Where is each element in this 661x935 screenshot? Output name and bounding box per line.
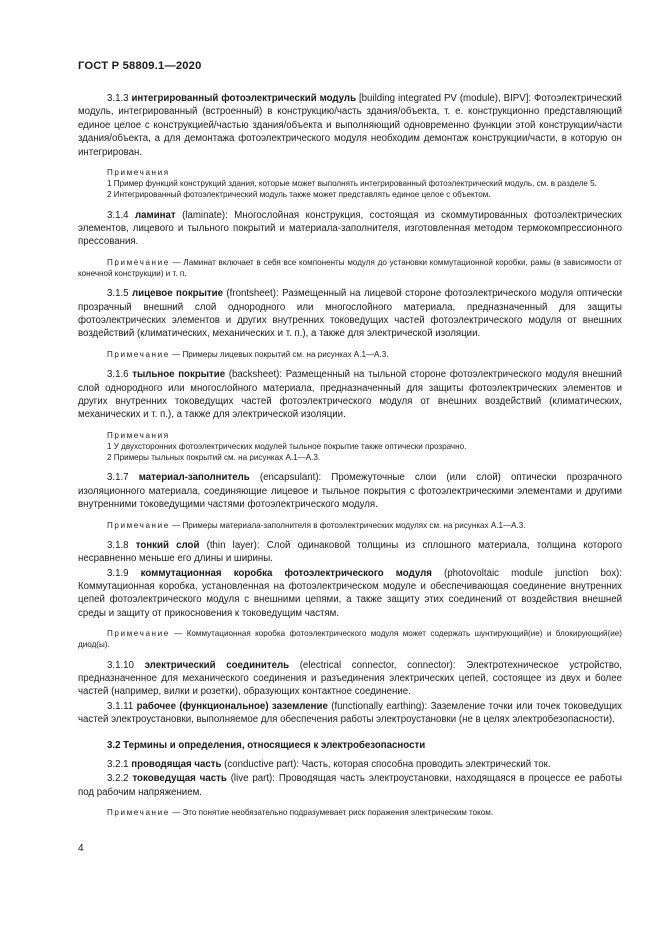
entry-definition: (conductive part): Часть, которая способна проводить электрический ток.	[221, 759, 551, 771]
entry-definition: (encapsulant): Промежуточные слои (или слой) оптически прозрачного изоляционного материала, соединяющие лицевое и тыльное покрытия с фотоэлектрическими элементами и другими внутренними токоведущими частями фотоэлектрического модуля.	[78, 472, 622, 511]
note-dash: —	[169, 257, 184, 267]
note-dash: —	[169, 808, 183, 818]
entry-term: электрический соединитель	[144, 659, 290, 671]
entry-number: 3.1.5	[107, 288, 133, 300]
term-entry-3-1-3	[78, 92, 622, 159]
entry-number: 3.1.9	[107, 567, 141, 579]
entry-term: токоведущая часть	[132, 773, 227, 785]
note-text: Коммутационная коробка фотоэлектрического модуля может содержать шунтирующий(ие) и блокирующий(ие) диод(ы).	[78, 629, 622, 650]
note-text: Это понятие необязательно подразумевает риск поражения электрическим током.	[182, 808, 494, 818]
note-3-1-7	[78, 520, 622, 531]
entry-definition: (electrical connector, connector): Электротехническое устройство, предназначенное для механического соединения и разъединения электрических цепей, состоящее из двух и более частей (например, вилки и розетки), образующих контактное соединение.	[78, 659, 622, 698]
term-entry-3-1-10	[78, 659, 622, 699]
note-item: 1 Пример функций конструкций здания, которые может выполнять интегрированный фотоэлектрический модуль, см. в разделе 5.	[107, 179, 597, 189]
entry-number: 3.1.11	[107, 700, 137, 712]
entry-number: 3.1.10	[107, 659, 145, 671]
entry-definition: (live part): Проводящая часть электроустановки, находящаяся в процессе ее работы под рабочим напряжением.	[78, 773, 622, 798]
note-item: 1 У двухсторонних фотоэлектрических модулей тыльное покрытие также оптически прозрачно.	[107, 441, 467, 451]
entry-number: 3.1.8	[107, 539, 136, 551]
document-code-header: ГОСТ Р 58809.1—2020	[78, 60, 202, 72]
term-entry-3-1-11	[78, 700, 622, 727]
note-3-1-3	[78, 167, 622, 201]
entry-term: тонкий слой	[135, 539, 200, 551]
term-entry-3-2-1	[78, 758, 622, 771]
note-dash: —	[169, 520, 183, 530]
note-text: Примеры материала-заполнителя в фотоэлектрических модулях см. на рисунках А.1—А.3.	[182, 520, 526, 530]
entry-definition: (thin layer): Слой одинаковой толщины из сплошного материала, толщина которого несравненно меньше его длины и ширины.	[78, 539, 623, 565]
note-heading: Примечания	[107, 168, 170, 178]
note-3-1-5	[78, 349, 622, 360]
section-heading-3-2: 3.2 Термины и определения, относящиеся к электробезопасности	[107, 739, 426, 751]
entry-definition: (frontsheet): Размещенный на лицевой стороне фотоэлектрического модуля оптически прозрачный внешний слой однородного или многослойного материала, предназначенный для защиты фотоэлектрических элементов и других внутренних токоведущих частей фотоэлектрического модуля от внешних воздействий (климатических, механических и т. п.), а также для электрической изоляции.	[78, 288, 622, 340]
entry-number: 3.1.6	[107, 369, 133, 381]
note-heading: Примечание	[107, 629, 170, 639]
term-entry-3-1-4	[78, 209, 622, 249]
term-entry-3-1-7	[78, 471, 622, 511]
entry-term: ламинат	[134, 209, 176, 221]
note-3-2-2	[78, 807, 622, 818]
entry-term: лицевое покрытие	[132, 288, 223, 300]
note-heading: Примечание	[107, 349, 170, 359]
term-entry-3-1-5	[78, 287, 622, 341]
entry-term: тыльное покрытие	[132, 369, 226, 381]
note-3-1-4	[78, 257, 622, 279]
note-dash: —	[169, 349, 183, 359]
entry-number: 3.1.4	[107, 209, 135, 221]
entry-term: материал-заполнитель	[138, 472, 250, 484]
note-text: Примеры лицевых покрытий см. на рисунках А.1—А.3.	[182, 349, 389, 359]
note-dash: —	[169, 629, 187, 639]
document-body	[78, 92, 622, 826]
entry-number: 3.2.1	[107, 759, 132, 771]
entry-term: интегрированный фотоэлектрический модуль	[131, 93, 357, 104]
entry-number: 3.1.7	[107, 472, 139, 484]
entry-definition: (functionally earthing): Заземление точки или точек токоведущих частей электроустановки, выполняемое для обеспечения работы электроустановки (не в целях электробезопасности).	[78, 700, 622, 726]
entry-term: коммутационная коробка фотоэлектрического модуля	[140, 567, 432, 579]
note-3-1-6	[78, 430, 622, 464]
term-entry-3-1-6	[78, 368, 622, 422]
entry-term: проводящая часть	[131, 759, 222, 771]
term-entry-3-2-2	[78, 772, 622, 799]
note-heading: Примечание	[107, 257, 170, 267]
entry-number: 3.2.2	[107, 773, 133, 785]
note-item: 2 Интегрированный фотоэлектрический модуль также может представлять единое целое с объектом.	[107, 190, 491, 200]
entry-term: рабочее (функциональное) заземление	[136, 700, 328, 712]
entry-definition: (laminate): Многослойная конструкция, состоящая из скоммутированных фотоэлектрических элементов, лицевого и тыльного покрытий и материала-заполнителя, изготовленная методом термокомпрессионного прессования.	[78, 209, 622, 248]
page-number: 4	[78, 843, 84, 854]
note-heading: Примечание	[107, 520, 170, 530]
note-heading: Примечания	[107, 430, 170, 440]
entry-definition: (backsheet): Размещенный на тыльной стороне фотоэлектрического модуля внешний слой однородного или многослойного материала, предназначенный для защиты фотоэлектрических элементов и других внутренних токоведущих частей фотоэлектрического модуля от внешних воздействий (климатических, механических и т. п.), а также для электрической изоляции.	[78, 369, 622, 421]
note-3-1-9	[78, 628, 622, 650]
term-entry-3-1-9	[78, 567, 622, 621]
note-heading: Примечание	[107, 808, 170, 818]
note-text: Ламинат включает в себя все компоненты модуля до установки коммутационной коробки, рамы (в зависимости от конечной конструкции) и т. п.	[78, 257, 622, 279]
entry-number: 3.1.3	[107, 93, 132, 104]
term-entry-3-1-8	[78, 539, 622, 566]
entry-definition: [building integrated PV (module), BIPV]: Фотоэлектрический модуль, интегрированный (встроенный) в конструкцию/часть здания/объекта, т. е. конструкционно представляющий единое целое с конструкцией/частью здания/объекта и выполняющий одновременно функции этой конструкции/части здания/объекта, а для демонтажа фотоэлектрического модуля необходим демонтаж конструкции/части, в которую он интегрирован.	[78, 93, 622, 158]
note-item: 2 Примеры тыльных покрытий см. на рисунках А.1—А.3.	[107, 453, 321, 463]
entry-definition: (photovoltaic module junction box): Коммутационная коробка, установленная на фотоэлектрическом модуле и обеспечивающая соединение внутренних цепей фотоэлектрического модуля с внешними цепями, а также защиту этих соединений от воздействия внешней среды и защиту от прикосновения к токоведущим частям.	[78, 567, 622, 619]
